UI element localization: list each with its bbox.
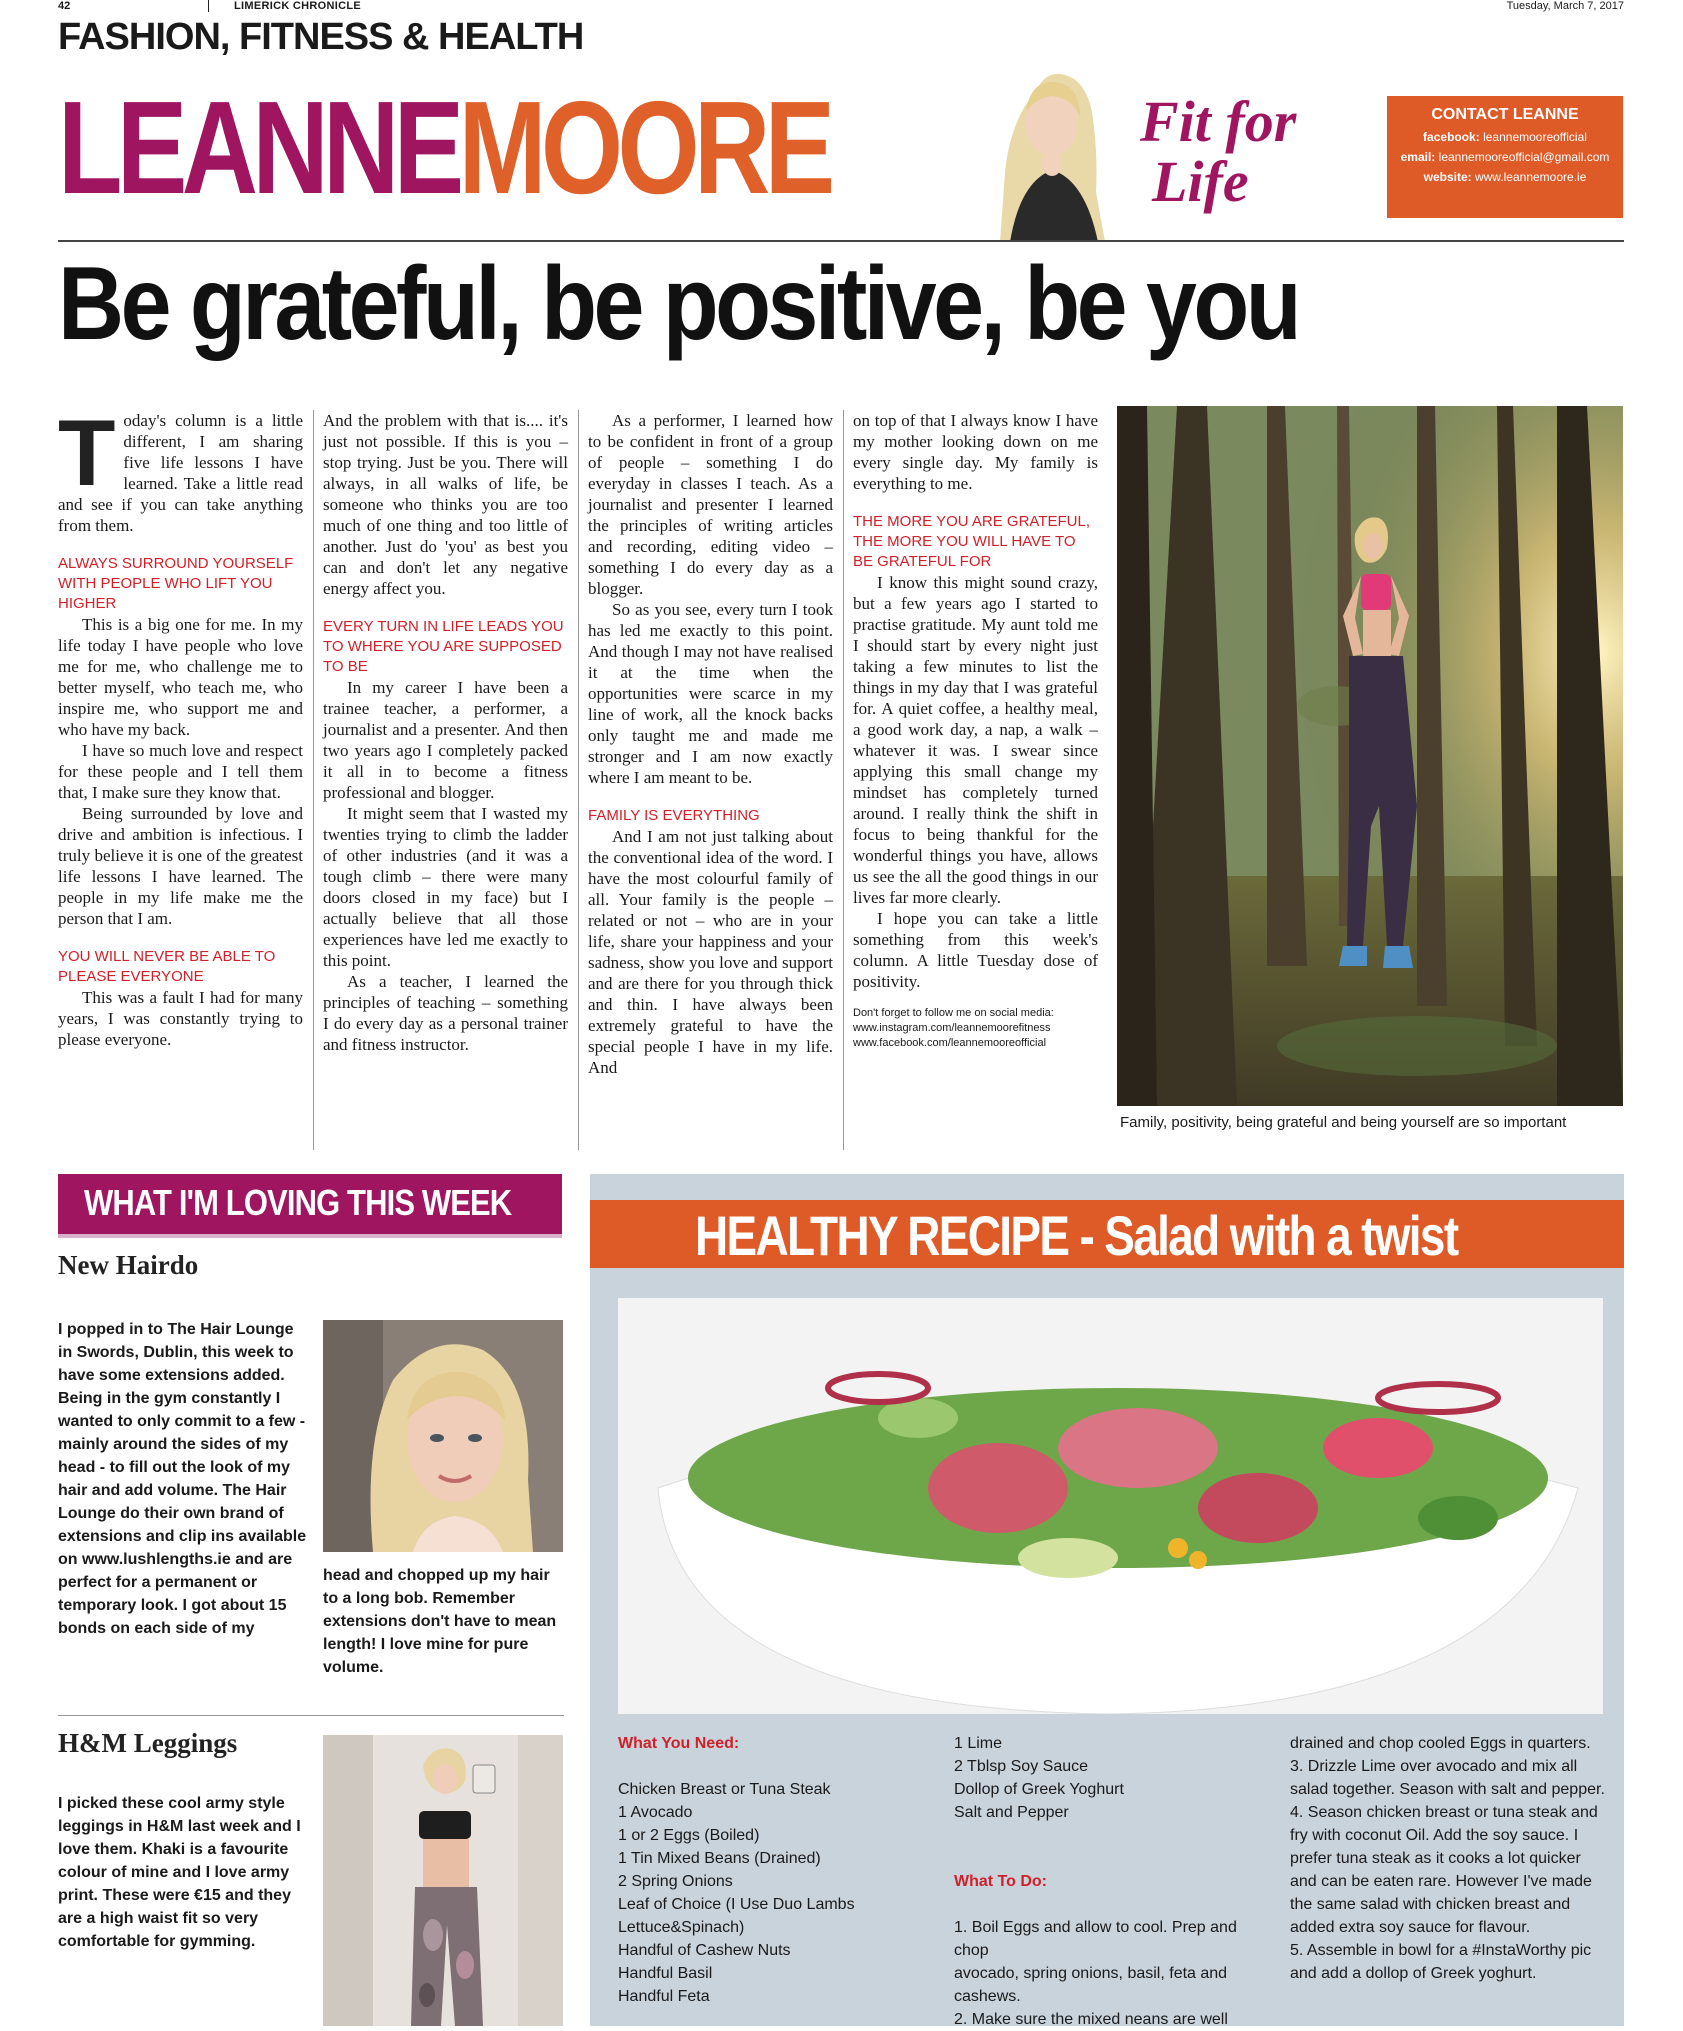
recipe-ingredients-2 [954,1732,1274,2031]
issue-date: Tuesday, March 7, 2017 [1506,0,1624,12]
instagram-link[interactable]: www.instagram.com/leannemoorefitness [853,1022,1051,1034]
subheading: YOU WILL NEVER BE ABLE TO PLEASE EVERYONE [58,948,276,985]
subheading: ALWAYS SURROUND YOURSELF WITH PEOPLE WHO LIFT YOU HIGHER [58,555,294,612]
section-title: FASHION, FITNESS & HEALTH [58,16,584,58]
paragraph: It might seem that I wasted my twenties trying to climb the ladder of other industries (and it was a tough climb – there were many doors closed in my face) but I actually believe that all those experiences have led me exactly to this point. [323,804,568,970]
column-divider [313,410,314,1150]
paragraph: Being surrounded by love and drive and ambition is infectious. I truly believe it is one of the greatest life lessons I have learned. The people in my life make me the person that I am. [58,804,303,928]
item-title-leggings: H&M Leggings [58,1728,238,1758]
website-link[interactable]: www.leannemoore.ie [1474,170,1587,184]
paragraph: This is a big one for me. In my life today I have people who love me for me, who challenge me to better myself, who teach me, who inspire me, who support me and who have my back. [58,615,303,739]
contact-box [1387,96,1623,218]
name-first: LEANNE [58,74,459,221]
contact-facebook: facebook: leannemooreofficial [1423,130,1587,144]
paragraph: on top of that I always know I have my mother looking down on me every single day. My family is everything to me. [853,411,1098,493]
headline: Be grateful, be positive, be you [58,246,1299,362]
leggings-photo [323,1735,563,2026]
step-line: 3. Drizzle Lime over avocado and mix all [1290,1758,1578,1775]
hairdo-text-continued: head and chopped up my hair to a long bob. Remember extensions don't have to mean length! I love mine for pure volume. [323,1567,557,1676]
need-title: What You Need: [618,1735,740,1752]
ingredient: 1 Avocado [618,1804,693,1821]
contact-title: CONTACT LEANNE [1431,106,1579,123]
facebook-link[interactable]: leannemooreofficial [1483,130,1587,144]
step-line: the same salad with chicken breast and [1290,1896,1571,1913]
paragraph: And I am not just talking about the conventional idea of the word. I have the most colourful family of all. Your family is the people – related or not – who are in your life, share your happiness and your sadness, show you love and support and are there for you through thick and thin. I have always been extremely grateful to have the special people I have in my life. And [588,827,833,1077]
loving-title: WHAT I'M LOVING THIS WEEK [84,1182,512,1223]
step-line: 5. Assemble in bowl for a #InstaWorthy pic [1290,1942,1592,1959]
hairdo-text: I popped in to The Hair Lounge in Swords, Dublin, this week to have some extensions added. Being in the gym constantly I wanted to only commit to a few - mainly around the sides of my head - to fill out the look of my hair and add volume. The Hair Lounge do their own brand of extensions and clip ins available on www.lushlengths.ie and are perfect for a permanent or temporary look. I got about 15 bonds on each side of my [58,1321,307,1637]
step-line: fry with coconut Oil. Add the soy sauce. I [1290,1827,1579,1844]
article-column-4 [853,410,1098,1051]
ingredient: 1 Tin Mixed Beans (Drained) [618,1850,821,1867]
paragraph: This was a fault I had for many years, I was constantly trying to please everyone. [58,988,303,1049]
subheading: FAMILY IS EVERYTHING [588,807,760,824]
ingredient: Lettuce&Spinach) [618,1919,745,1936]
recipe-steps [1290,1732,1615,1985]
ingredient: 1 or 2 Eggs (Boiled) [618,1827,760,1844]
header-rule [58,240,1624,242]
column-divider [843,410,844,1150]
paragraph: As a performer, I learned how to be confident in front of a group of people – something I do everyday in classes I teach. As a journalist and presenter I learned the principles of writing articles and recording, editing video – something I do every day as a blogger. [588,411,833,598]
ingredient: Handful Basil [618,1965,713,1982]
contact-email: email: leannemooreofficial@gmail.com [1400,150,1610,164]
recipe-title: HEALTHY RECIPE - Salad with a twist [695,1204,1458,1267]
salad-photo [618,1298,1603,1714]
ingredient: Dollop of Greek Yoghurt [954,1781,1124,1798]
tagline-line-1: Fit for [1140,89,1297,154]
item-title-hairdo: New Hairdo [58,1250,199,1280]
loving-divider [58,1715,564,1716]
top-bar [58,0,1624,14]
photo-caption: Family, positivity, being grateful and being yourself are so important [1120,1114,1567,1131]
paragraph: So as you see, every turn I took has led me exactly to this point. And though I may not have realised it at the time when the opportunities were scarce in my line of work, all the knock backs only taught me and made me stronger and I am now exactly where I am meant to be. [588,600,833,787]
subheading: THE MORE YOU ARE GRATEFUL, THE MORE YOU WILL HAVE TO BE GRATEFUL FOR [853,513,1090,570]
publication-name: LIMERICK CHRONICLE [234,0,362,12]
step-line: 4. Season chicken breast or tuna steak and [1290,1804,1598,1821]
subheading: EVERY TURN IN LIFE LEADS YOU TO WHERE YOU ARE SUPPOSED TO BE [323,618,564,675]
social-intro: Don't forget to follow me on social media: [853,1007,1054,1019]
article-column-1 [58,400,303,1050]
article-column-3 [588,410,833,1078]
columnist-portrait [980,52,1110,242]
ingredient: 2 Tblsp Soy Sauce [954,1758,1089,1775]
tagline [1140,89,1320,214]
recipe-banner [590,1200,1624,1268]
contact-website: website: www.leannemoore.ie [1423,170,1587,184]
ingredient: Handful of Cashew Nuts [618,1942,791,1959]
ingredient: 1 Lime [954,1735,1003,1752]
paragraph: In my career I have been a trainee teacher, a performer, a journalist and a presenter. And then two years ago I completely packed it all in to become a fitness professional and blogger. [323,678,568,802]
social-links [853,1006,1098,1051]
hairdo-photo [323,1320,563,1552]
step-line: 2. Make sure the mixed neans are well [954,2011,1228,2028]
step-line: avocado, spring onions, basil, feta and [954,1965,1228,1982]
loving-banner [58,1174,562,1238]
paragraph: I hope you can take a little something from this week's column. A little Tuesday dose of positivity. [853,909,1098,991]
paragraph: Today's column is a little different, I am sharing five life lessons I have learned. Take a little read and see if you can take anything from them. [58,400,303,535]
forest-photo [1117,406,1623,1106]
divider [208,0,209,12]
paragraph: I have so much love and respect for these people and I tell them that, I make sure they know that. [58,741,303,802]
ingredient: Leaf of Choice (I Use Duo Lambs [618,1896,855,1913]
column-divider [578,410,579,1150]
paragraph: As a teacher, I learned the principles of teaching – something I do every day as a personal trainer and fitness instructor. [323,972,568,1054]
step-line: 1. Boil Eggs and allow to cool. Prep and chop [954,1919,1237,1959]
recipe-ingredients-1 [618,1732,938,2008]
facebook-link[interactable]: www.facebook.com/leannemooreofficial [853,1037,1047,1049]
paragraph: I know this might sound crazy, but a few years ago I started to practise gratitude. My aunt told me I should start by every night just taking a few minutes to list the things in my day that I was grateful for. A quiet coffee, a healthy meal, a good work day, a nap, a walk – whatever it was. I swear since applying this small change my mindset has completely turned around. I really think the shift in focus to being thankful for the wonderful things you have, allows us see the all the good things in our lives far more clearly. [853,573,1098,907]
page-number: 42 [58,0,71,12]
article-column-2 [323,410,568,1055]
email-link[interactable]: leannemooreofficial@gmail.com [1438,150,1610,164]
ingredient: Handful Feta [618,1988,710,2005]
leggings-text: I picked these cool army style leggings in H&M last week and I love them. Khaki is a favourite colour of mine and I love army print. These were €15 and they are a high waist fit so very comfortable for gymming. [58,1795,301,1950]
step-line: and can be eaten rare. However I've made [1290,1873,1592,1890]
name-last: MOORE [458,74,830,221]
ingredient: 2 Spring Onions [618,1873,733,1890]
step-line: cashews. [954,1988,1021,2005]
columnist-name [58,74,830,221]
drop-cap: T [58,400,116,505]
step-line: salad together. Season with salt and pepper. [1290,1781,1605,1798]
step-line: drained and chop cooled Eggs in quarters. [1290,1735,1591,1752]
todo-title: What To Do: [954,1873,1048,1890]
ingredient: Chicken Breast or Tuna Steak [618,1781,831,1798]
step-line: and add a dollop of Greek yoghurt. [1290,1965,1537,1982]
step-line: prefer tuna steak as it cooks a lot quicker [1290,1850,1581,1867]
step-line: added extra soy sauce for flavour. [1290,1919,1531,1936]
tagline-line-2: Life [1152,149,1249,214]
paragraph: And the problem with that is.... it's just not possible. If this is you – stop trying. Just be you. There will always, in all walks of life, be someone who thinks you are too much of one thing and too little of another. Just do 'you' as best you can and don't let any negative energy affect you. [323,411,568,598]
ingredient: Salt and Pepper [954,1804,1069,1821]
